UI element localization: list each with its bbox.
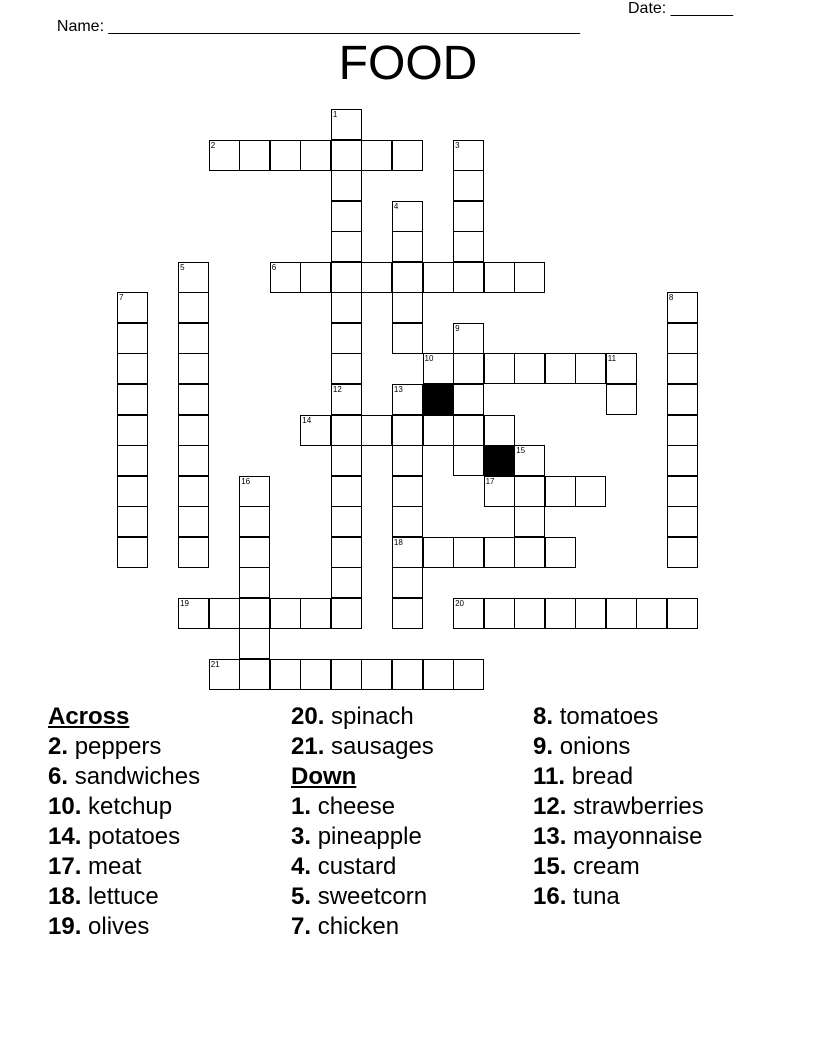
clue-across-21: 21. sausages [291,733,434,760]
grid-cell[interactable] [545,476,576,507]
grid-cell[interactable] [453,384,484,415]
clue-number-label: 16 [241,476,251,486]
across-heading: Across [48,703,130,730]
clue-across-17: 17. meat [48,853,142,880]
grid-cell[interactable] [423,537,454,568]
clue-down-9: 9. onions [533,733,631,760]
grid-cell[interactable] [117,537,148,568]
grid-cell[interactable] [239,659,270,690]
grid-cell[interactable] [484,476,515,507]
grid-cell[interactable] [392,323,423,354]
grid-cell[interactable] [392,292,423,323]
grid-cell[interactable] [270,262,301,293]
grid-cell[interactable] [606,598,637,629]
grid-cell[interactable] [484,598,515,629]
grid-cell[interactable] [423,353,454,384]
grid-cell[interactable] [300,598,331,629]
grid-cell[interactable] [514,262,545,293]
grid-cell[interactable] [453,201,484,232]
grid-cell[interactable] [514,353,545,384]
grid-cell[interactable] [239,598,270,629]
clue-number-label: 1 [332,110,338,119]
grid-cell[interactable] [331,262,362,293]
grid-cell[interactable] [392,476,423,507]
clue-number-label: 14 [302,415,312,425]
grid-cell[interactable] [606,384,637,415]
grid-cell[interactable] [331,537,362,568]
grid-cell[interactable] [392,445,423,476]
clue-number-label: 21 [210,659,220,669]
black-cell [423,384,454,415]
grid-cell[interactable] [667,506,698,537]
grid-cell[interactable] [392,262,423,293]
grid-cell[interactable] [209,140,240,171]
grid-cell[interactable] [178,323,209,354]
clue-number-label: 5 [180,262,185,272]
clue-across-6: 6. sandwiches [48,763,201,790]
clues-column-1 [48,702,200,942]
grid-cell[interactable] [239,140,270,171]
grid-cell[interactable] [178,415,209,446]
clue-down-15: 15. cream [533,853,640,880]
date-field-label: Date: _______ [628,0,733,17]
grid-cell[interactable] [331,201,362,232]
grid-cell[interactable] [453,323,484,354]
down-heading: Down [291,763,357,790]
grid-cell[interactable] [484,353,515,384]
clues-column-3 [533,702,704,912]
grid-cell[interactable] [667,415,698,446]
grid-cell[interactable] [209,598,240,629]
grid-cell[interactable] [667,598,698,629]
grid-cell[interactable] [331,506,362,537]
grid-cell[interactable] [178,598,209,629]
grid-cell[interactable] [667,353,698,384]
clue-number-label: 17 [485,476,495,486]
clue-number-label: 11 [607,354,617,364]
clues-column-2 [291,702,434,942]
grid-cell[interactable] [331,659,362,690]
grid-cell[interactable] [331,109,362,140]
grid-cell[interactable] [514,506,545,537]
grid-cell[interactable] [514,445,545,476]
grid-cell[interactable] [514,537,545,568]
grid-cell[interactable] [178,445,209,476]
clue-down-1: 1. cheese [291,793,396,820]
grid-cell[interactable] [117,384,148,415]
clue-number-label: 20 [455,598,464,608]
grid-cell[interactable] [300,262,331,293]
grid-cell[interactable] [392,659,423,690]
grid-cell[interactable] [270,598,301,629]
clue-down-11: 11. bread [533,763,634,790]
grid-cell[interactable] [453,353,484,384]
grid-cell[interactable] [453,445,484,476]
grid-cell[interactable] [239,506,270,537]
grid-cell[interactable] [178,537,209,568]
grid-cell[interactable] [423,415,454,446]
grid-cell[interactable] [117,445,148,476]
grid-cell[interactable] [178,262,209,293]
grid-cell[interactable] [331,231,362,262]
grid-cell[interactable] [178,506,209,537]
grid-cell[interactable] [331,415,362,446]
grid-cell[interactable] [392,140,423,171]
grid-cell[interactable] [178,384,209,415]
grid-cell[interactable] [331,384,362,415]
grid-cell[interactable] [514,598,545,629]
grid-cell[interactable] [423,262,454,293]
grid-cell[interactable] [331,598,362,629]
grid-cell[interactable] [453,262,484,293]
grid-cell[interactable] [453,537,484,568]
clue-number-label: 2 [210,140,216,150]
grid-cell[interactable] [667,384,698,415]
grid-cell[interactable] [331,170,362,201]
grid-cell[interactable] [331,476,362,507]
grid-cell[interactable] [667,323,698,354]
grid-cell[interactable] [392,415,423,446]
grid-cell[interactable] [575,598,606,629]
grid-cell[interactable] [117,353,148,384]
grid-cell[interactable] [331,292,362,323]
clue-across-10: 10. ketchup [48,793,173,820]
clue-down-12: 12. strawberries [533,793,704,820]
clue-number-label: 12 [332,384,342,394]
grid-cell[interactable] [178,292,209,323]
clue-number-label: 10 [424,354,434,364]
grid-cell[interactable] [270,140,301,171]
clue-across-18: 18. lettuce [48,883,159,910]
grid-cell[interactable] [270,659,301,690]
clue-down-5: 5. sweetcorn [291,883,428,910]
page-title: FOOD [338,37,478,90]
grid-cell[interactable] [453,415,484,446]
grid-cell[interactable] [331,445,362,476]
clue-down-7: 7. chicken [291,913,400,940]
grid-cell[interactable] [484,415,515,446]
clue-down-3: 3. pineapple [291,823,422,850]
grid-cell[interactable] [209,659,240,690]
grid-cell[interactable] [117,323,148,354]
grid-cell[interactable] [514,476,545,507]
clue-across-2: 2. peppers [48,733,162,760]
clue-number-label: 9 [455,323,460,333]
grid-cell[interactable] [239,567,270,598]
clue-number-label: 4 [393,201,399,211]
clue-down-13: 13. mayonnaise [533,823,703,850]
grid-cell[interactable] [331,140,362,171]
clue-across-20: 20. spinach [291,703,414,730]
grid-cell[interactable] [361,415,392,446]
grid-cell[interactable] [423,659,454,690]
grid-cell[interactable] [392,231,423,262]
grid-cell[interactable] [667,537,698,568]
grid-cell[interactable] [667,445,698,476]
clue-across-19: 19. olives [48,913,150,940]
grid-cell[interactable] [667,476,698,507]
grid-cell[interactable] [361,140,392,171]
grid-cell[interactable] [545,537,576,568]
grid-cell[interactable] [178,353,209,384]
grid-cell[interactable] [361,659,392,690]
grid-cell[interactable] [331,353,362,384]
grid-cell[interactable] [484,262,515,293]
grid-cell[interactable] [606,353,637,384]
clue-number-label: 7 [119,293,124,303]
grid-cell[interactable] [392,506,423,537]
grid-cell[interactable] [117,415,148,446]
grid-cell[interactable] [300,140,331,171]
grid-cell[interactable] [392,201,423,232]
grid-cell[interactable] [239,628,270,659]
black-cell [484,445,515,476]
clue-number-label: 15 [516,446,526,456]
grid-cell[interactable] [667,292,698,323]
grid-cell[interactable] [117,506,148,537]
grid-cell[interactable] [453,598,484,629]
clue-number-label: 6 [271,262,277,272]
clue-number-label: 13 [393,384,403,394]
grid-cell[interactable] [392,537,423,568]
grid-cell[interactable] [545,353,576,384]
grid-cell[interactable] [178,476,209,507]
grid-cell[interactable] [575,476,606,507]
grid-cell[interactable] [331,567,362,598]
grid-cell[interactable] [392,384,423,415]
grid-cell[interactable] [453,140,484,171]
grid-cell[interactable] [575,353,606,384]
clue-down-16: 16. tuna [533,883,620,910]
grid-cell[interactable] [239,537,270,568]
grid-cell[interactable] [117,292,148,323]
clue-number-label: 3 [455,140,460,150]
grid-cell[interactable] [392,598,423,629]
grid-cell[interactable] [239,476,270,507]
grid-cell[interactable] [545,598,576,629]
clue-number-label: 18 [393,537,403,547]
grid-cell[interactable] [300,415,331,446]
clue-across-14: 14. potatoes [48,823,181,850]
clue-number-label: 19 [180,598,189,608]
grid-cell[interactable] [361,262,392,293]
grid-cell[interactable] [484,537,515,568]
clue-down-8: 8. tomatoes [533,703,659,730]
grid-cell[interactable] [300,659,331,690]
name-field-label: Name: _____________________________________________________ [56,18,581,35]
grid-cell[interactable] [453,659,484,690]
clue-number-label: 8 [668,293,674,303]
grid-cell[interactable] [392,567,423,598]
grid-cell[interactable] [117,476,148,507]
grid-cell[interactable] [453,231,484,262]
grid-cell[interactable] [453,170,484,201]
grid-cell[interactable] [636,598,667,629]
clue-down-4: 4. custard [291,853,397,880]
grid-cell[interactable] [331,323,362,354]
